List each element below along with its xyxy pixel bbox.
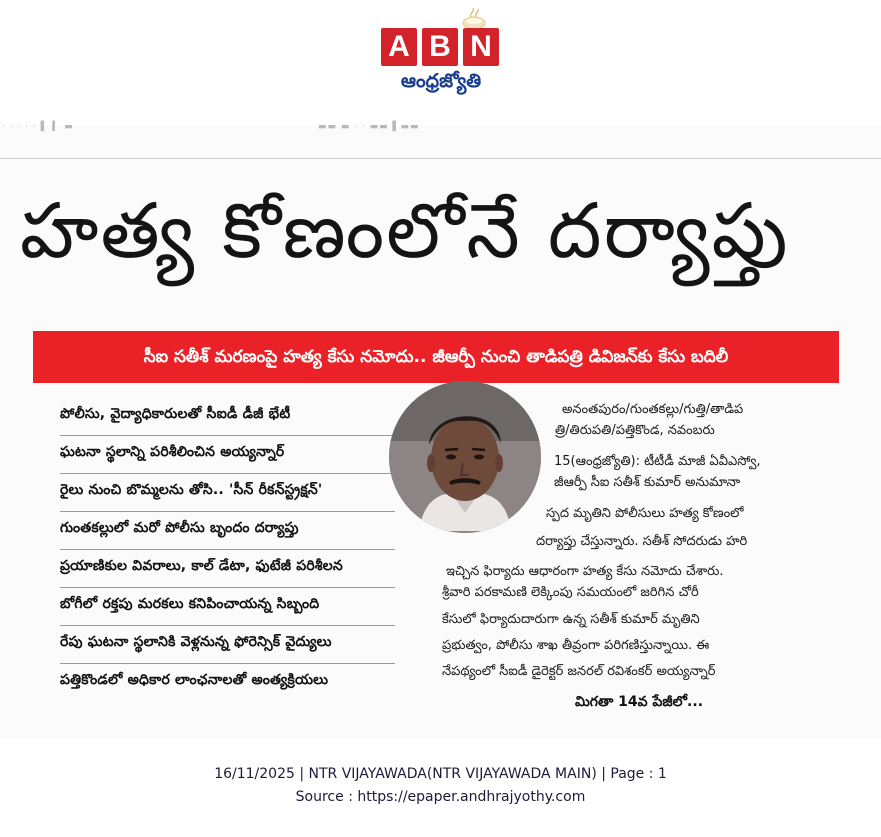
coffee-cup-icon <box>461 8 487 30</box>
body-line: అనంతపురం/గుంతకల్లు/గుత్తి/తాడిప <box>562 402 744 417</box>
highlight-item: పోలీసు, వైద్యాధికారులతో సీఐడీ డీజీ భేటీ <box>60 398 395 436</box>
abn-andhrajyothy-logo <box>381 8 501 100</box>
source-link[interactable]: Source : https://epaper.andhrajyothy.com <box>295 789 586 805</box>
faint-fragment-right: ▬▬ ▬ · · ▬▬ ▌▬▬ <box>318 122 420 132</box>
body-line: కేసులో ఫిర్యాదుదారుగా ఉన్న సతీశ్ కుమార్ మృతిని <box>442 612 700 627</box>
highlight-item: రైలు నుంచి బొమ్మలను తోసి.. 'సీన్ రీకన్‌స్ట్రక్షన్' <box>60 474 395 512</box>
highlight-item: ప్రయాణికుల వివరాలు, కాల్ డేటా, ఫుటేజీ పరిశీలన <box>60 550 395 588</box>
highlight-item: బోగీలో రక్తపు మరకలు కనిపించాయన్న సిబ్బంది <box>60 588 395 626</box>
top-divider <box>0 158 881 159</box>
highlight-item: రేపు ఘటనా స్థలానికి వెళ్లనున్న ఫోరెన్సిక్ వైద్యులు <box>60 626 395 664</box>
faint-fragment-left: · · · · · ▌ ▍ ▬ <box>2 122 74 132</box>
body-line: ప్రభుత్వం, పోలీసు శాఖ తీవ్రంగా పరిగణిస్తున్నాయి. ఈ <box>442 638 710 653</box>
body-line: శ్రీవారి పరకామణి లెక్కింపు సమయంలో జరిగిన చోరీ <box>442 585 699 600</box>
logo-letter-a: A <box>381 28 417 66</box>
body-line: స్పద మృతిని పోలీసులు హత్య కోణంలో <box>546 506 744 521</box>
body-line: త్రి/తిరుపతి/పత్తికొండ, నవంబరు <box>555 423 715 438</box>
highlight-list <box>60 398 395 701</box>
logo-letter-b: B <box>422 28 458 66</box>
body-line: నేపథ్యంలో సీఐడీ డైరెక్టర్ జనరల్ రవిశంకర్ అయ్యన్నార్ <box>442 664 716 679</box>
body-line: జీఆర్పీ సీఐ సతీశ్ కుమార్ అనుమానా <box>554 475 741 490</box>
edition-info: 16/11/2025 | NTR VIJAYAWADA(NTR VIJAYAWADA MAIN) | Page : 1 <box>214 766 667 782</box>
continued-on-page-note: మిగతా 14వ పేజీలో... <box>575 694 704 710</box>
highlight-item: ఘటనా స్థలాన్ని పరిశీలించిన అయ్యన్నార్ <box>60 436 395 474</box>
article-headline: హత్య కోణంలోనే దర్యాప్తు <box>20 186 790 275</box>
portrait-photo <box>389 381 541 533</box>
logo-letter-n: N <box>463 28 499 66</box>
article-subhead-banner: సీఐ సతీశ్ మరణంపై హత్య కేసు నమోదు.. జీఆర్పీ నుంచి తాడిపత్రి డివిజన్‌కు కేసు బదిలీ <box>33 331 839 383</box>
portrait-illustration <box>389 381 541 533</box>
body-line: దర్యాప్తు చేస్తున్నారు. సతీశ్ సోదరుడు హరి <box>536 534 748 549</box>
highlight-item: పత్తికొండలో అధికార లాంఛనాలతో అంత్యక్రియలు <box>60 672 329 688</box>
body-line: 15(ఆంధ్రజ్యోతి): టీటీడీ మాజీ ఏవీఎస్వో, <box>554 454 761 469</box>
body-line: ఇచ్చిన ఫిర్యాదు ఆధారంగా హత్య కేసు నమోదు చేశారు. <box>446 564 724 579</box>
highlight-item: గుంతకల్లులో మరో పోలీసు బృందం దర్యాప్తు <box>60 512 395 550</box>
logo-subtitle: ఆంధ్రజ్యోతి <box>400 70 482 92</box>
